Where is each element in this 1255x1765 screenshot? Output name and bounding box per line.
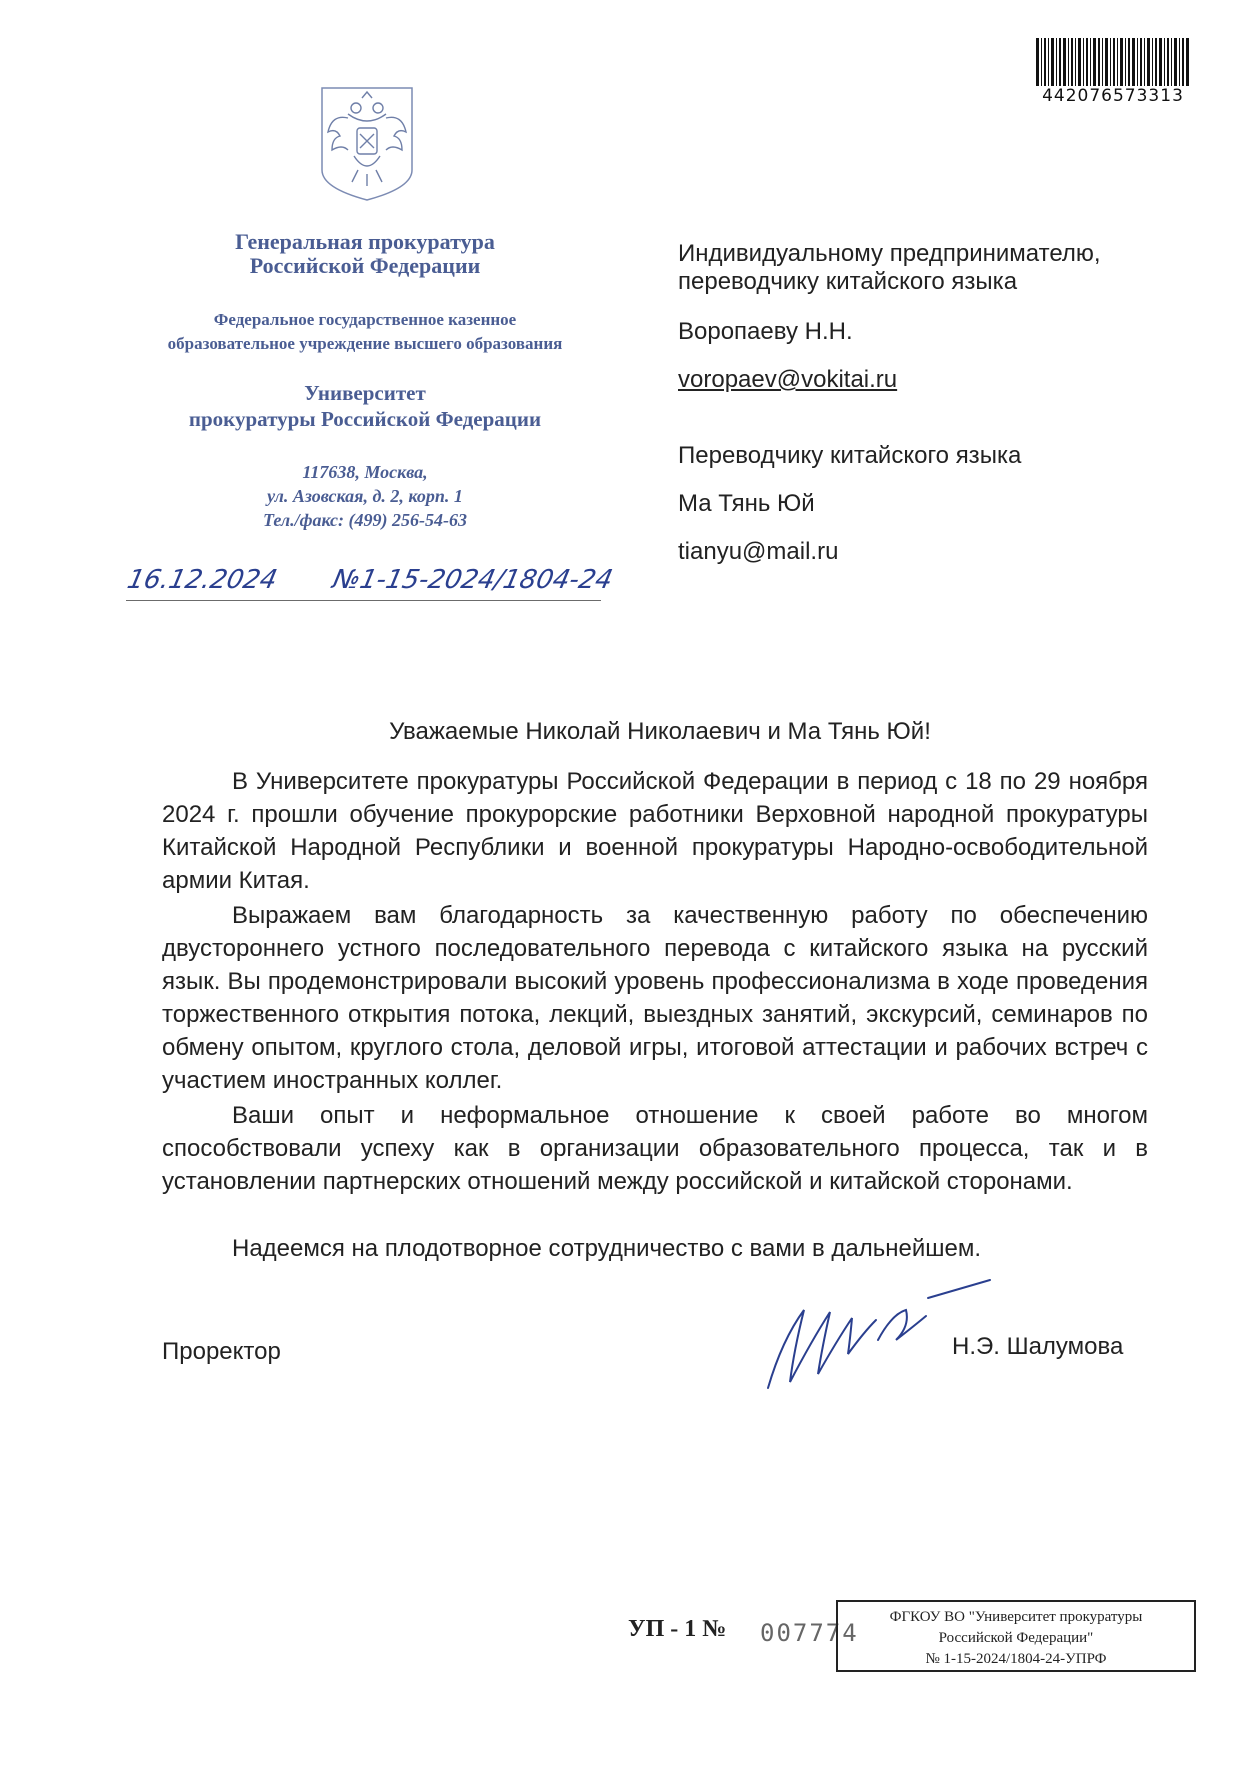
agency-line-2: Российской Федерации xyxy=(249,253,481,278)
form-serial: 007774 xyxy=(760,1619,859,1647)
institution-line-2: образовательное учреждение высшего образования xyxy=(167,334,563,353)
letterhead-university xyxy=(120,380,610,432)
russian-coat-of-arms-icon xyxy=(318,84,416,204)
address-line-3: Тел./факс: (499) 256-54-63 xyxy=(263,510,467,530)
stamp-line-3: № 1-15-2024/1804-24-УПРФ xyxy=(925,1651,1107,1667)
form-code: УП - 1 № xyxy=(628,1616,727,1642)
barcode xyxy=(1036,38,1190,86)
agency-line-1: Генеральная прокуратура xyxy=(235,229,495,254)
addressee-email-2: tianyu@mail.ru xyxy=(678,538,839,565)
address-line-2: ул. Азовская, д. 2, корп. 1 xyxy=(267,486,463,506)
registration-underline xyxy=(126,600,601,601)
body-paragraph-1: В Университете прокуратуры Российской Федерации в период с 18 по 29 ноября 2024 г. прошли обучение прокурорские работники Верховной народной прокуратуры Китайской Народной Республики и военной прокуратуры Народно-освободительной армии Китая. xyxy=(162,768,1148,894)
signer-name: Н.Э. Шалумова xyxy=(952,1333,1124,1360)
addressee-block-1 xyxy=(678,240,1198,296)
body-paragraph-4: Надеемся на плодотворное сотрудничество с вами в дальнейшем. xyxy=(232,1235,982,1262)
address-line-1: 117638, Москва, xyxy=(302,462,428,482)
letterhead-agency xyxy=(120,230,610,278)
registration-handwritten xyxy=(121,565,631,611)
barcode-number: 442076573313 xyxy=(1042,86,1184,106)
letterhead-institution xyxy=(120,308,610,356)
addressee-line-3: Переводчику китайского языка xyxy=(678,442,1022,469)
university-line-1: Университет xyxy=(304,381,426,405)
letterhead-address xyxy=(120,460,610,532)
registration-date: 16.12.2024 xyxy=(124,565,280,595)
stamp-line-2: Российской Федерации" xyxy=(938,1630,1094,1646)
addressee-name-2: Ма Тянь Юй xyxy=(678,490,815,517)
body-paragraph-2: Выражаем вам благодарность за качественную работу по обеспечению двустороннего устного последовательного перевода с китайского языка на русский язык. Вы продемонстрировали высокий уровень профессионализма в ходе проведения торжественного открытия потока, лекций, выездных занятий, экскурсий, семинаров по обмену опытом, круглого стола, деловой игры, итоговой аттестации и рабочих встреч с участием иностранных коллег. xyxy=(162,902,1148,1094)
registration-number: №1-15-2024/1804-24 xyxy=(329,565,616,595)
signer-title: Проректор xyxy=(162,1338,281,1365)
addressee-email-1[interactable]: voropaev@vokitai.ru xyxy=(678,366,898,393)
addressee-line-2: переводчику китайского языка xyxy=(678,268,1018,295)
salutation: Уважаемые Николай Николаевич и Ма Тянь Юй! xyxy=(389,718,931,745)
addressee-name-1: Воропаеву Н.Н. xyxy=(678,318,853,345)
addressee-line-1: Индивидуальному предпринимателю, xyxy=(678,240,1101,267)
university-line-2: прокуратуры Российской Федерации xyxy=(188,407,542,431)
institution-line-1: Федеральное государственное казенное xyxy=(213,310,517,329)
body-paragraph-3: Ваши опыт и неформальное отношение к своей работе во многом способствовали успеху как в организации образовательного процесса, так и в установлении партнерских отношений между российской и китайской сторонами. xyxy=(162,1102,1148,1195)
registration-stamp xyxy=(836,1600,1196,1672)
stamp-line-1: ФГКОУ ВО "Университет прокуратуры xyxy=(889,1609,1143,1625)
